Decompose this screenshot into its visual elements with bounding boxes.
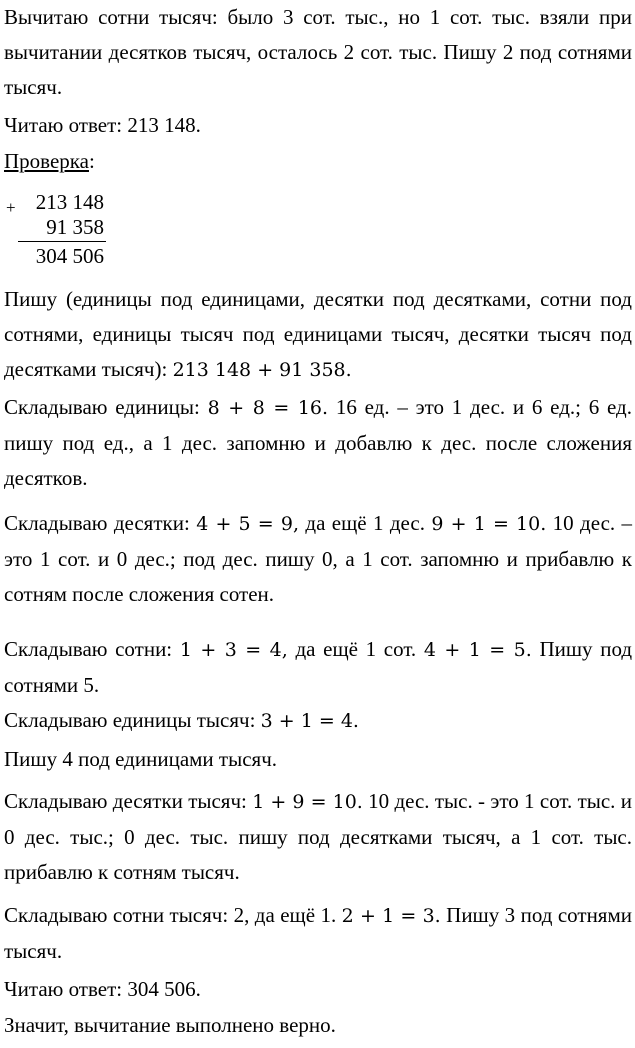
plus-sign: + [6, 198, 16, 217]
paragraph-add-units: Складываю единицы: 8 + 8 = 16. 16 ед. – это 1 дес. и 6 ед.; 6 ед. пишу под ед., а 1 дес. запомню и добавлю к дес. после сложения десятков. [4, 395, 632, 490]
sum-result: 304 506 [35, 244, 104, 268]
answer-line-1: Читаю ответ: 213 148. [4, 113, 201, 137]
paragraph-write-thousands: Пишу 4 под единицами тысяч. [4, 747, 277, 771]
paragraph-add-hundred-thousands: Складываю сотни тысяч: 2, да ещё 1. 2 + 1 = 3. Пишу 3 под сотнями тысяч. [4, 903, 632, 963]
paragraph-add-hundreds: Складываю сотни: 1 + 3 = 4, да ещё 1 сот. 4 + 1 = 5. Пишу под сотнями 5. [4, 637, 633, 697]
conclusion-line: Значит, вычитание выполнено верно. [4, 1013, 336, 1037]
check-heading: Проверка: [4, 149, 95, 173]
paragraph-write-digits: Пишу (единицы под единицами, десятки под десятками, сотни под сотнями, единицы тысяч под единицами тысяч, десятки тысяч под десятками тысяч): 213 148 + 91 358. [4, 287, 632, 381]
answer-line-2: Читаю ответ: 304 506. [4, 977, 201, 1001]
addend-2: 91 358 [46, 215, 104, 239]
sum-line [18, 241, 106, 242]
paragraph-add-ten-thousands: Складываю десятки тысяч: 1 + 9 = 10. 10 дес. тыс. - это 1 сот. тыс. и 0 дес. тыс.; 0 дес. тыс. пишу под десятками тысяч, а 1 сот. тыс. прибавлю к сотням тысяч. [4, 789, 632, 884]
paragraph-hundred-thousands-subtraction: Вычитаю сотни тысяч: было 3 сот. тыс., но 1 сот. тыс. взяли при вычитании десятков тысяч, осталось 2 сот. тыс. Пишу 2 под сотнями тысяч. [4, 5, 632, 99]
paragraph-add-tens: Складываю десятки: 4 + 5 = 9, да ещё 1 дес. 9 + 1 = 10. 10 дес. – это 1 сот. и 0 дес.; под дес. пишу 0, а 1 сот. запомню и прибавлю к сотням после сложения сотен. [4, 511, 633, 606]
paragraph-add-thousands: Складываю единицы тысяч: 3 + 1 = 4. [4, 708, 359, 732]
column-addition [4, 186, 114, 272]
addend-1: 213 148 [35, 190, 104, 214]
